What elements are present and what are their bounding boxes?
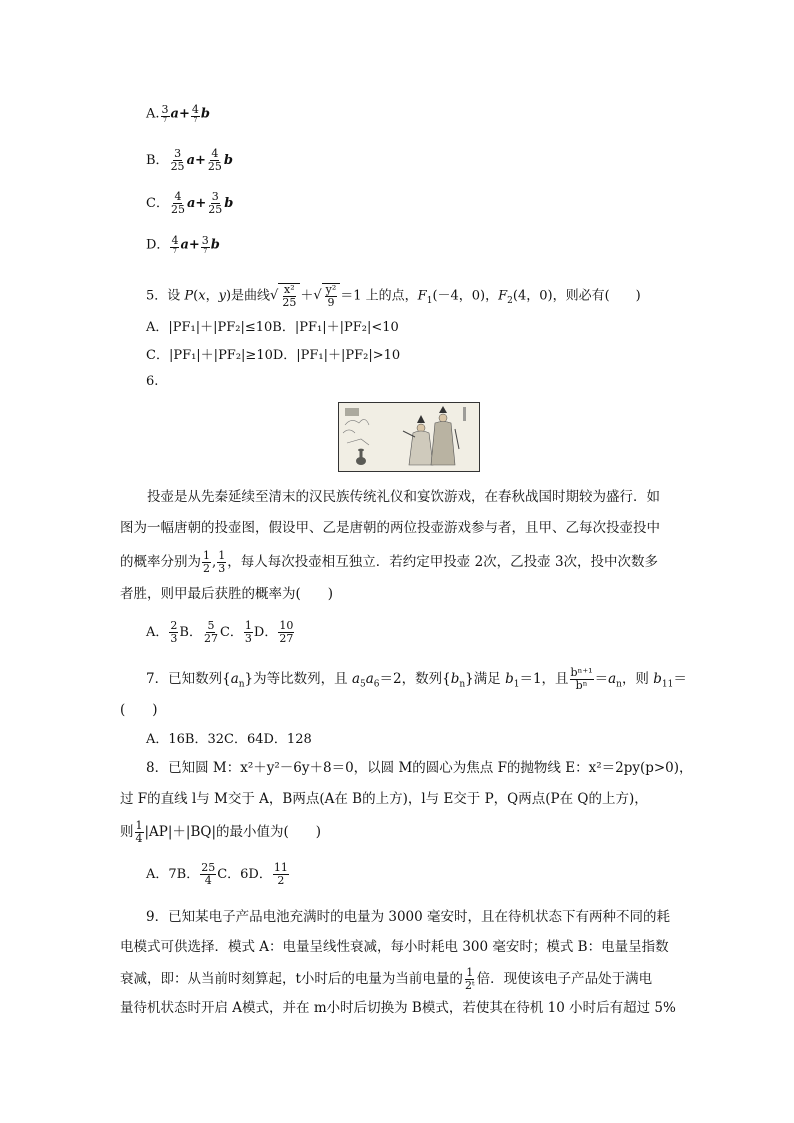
q8-options: A．7B． $\frac{25}{4}$ C．6D． $\frac{11}{2}$	[146, 861, 288, 887]
q6-number: 6.	[146, 374, 159, 389]
q4-option-d: D． $\frac{4}{7}$ a+ $\frac{3}{7}$ b	[146, 234, 220, 255]
q7-options: A．16B．32C．64D．128	[146, 732, 312, 747]
q8-line-3: 则 $\frac{1}{4}$ |AP|＋|BQ|的最小值为( )	[120, 819, 322, 845]
q9-line-3: 衰减，即：从当前时刻算起，t小时后的电量为当前电量的 $\frac{1}{\text{2ᵗ}}$ 倍．现使该电子产品处于满电	[120, 966, 653, 992]
q9-line-1: 9．已知某电子产品电池充满时的电量为 3000 毫安时，且在待机状态下有两种不同的耗	[146, 909, 671, 925]
q8-line-2: 过 F的直线 l与 M交于 A，B两点(A在 B的上方)，l与 E交于 P，Q两点(P在 Q的上方)，	[120, 791, 648, 807]
q4-option-b: B． $\frac{3}{25}$ a+ $\frac{4}{25}$ b	[146, 147, 233, 173]
q7-stem: 7．已知数列$\{a_n\}$为等比数列，且 $a_5a_6=2$，数列$\{b_n\}$满足 $b_1=1$，且 $\frac{\text{bⁿ⁺¹}}{\text{bⁿ}}$ $=a_n$，则 $b_{11}=$	[146, 666, 687, 692]
q4-option-a: A. $\frac{3}{7}$ a+ $\frac{4}{7}$ b	[146, 103, 210, 124]
sqrt-symbol: √ $\frac{\text{x²}}{25}$	[270, 283, 300, 309]
q5-options-ab: A．|PF₁|＋|PF₂|≤10B．|PF₁|＋|PF₂|<10	[146, 320, 399, 335]
q6-paragraph-line-3: 的概率分别为 $\frac{1}{2}$ , $\frac{1}{3}$ ，每人每次投壶相互独立．若约定甲投壶 2次，乙投壶 3次，投中次数多	[120, 549, 659, 575]
q5-options-cd: C．|PF₁|＋|PF₂|≥10D．|PF₁|＋|PF₂|>10	[146, 348, 401, 363]
q8-line-1: 8．已知圆 M：x²＋y²－6y＋8＝0，以圆 M的圆心为焦点 F的抛物线 E：x²＝2py(p>0)，	[146, 760, 693, 776]
q9-line-4: 量待机状态时开启 A模式，并在 m小时后切换为 B模式，若使其在待机 10 小时后有超过 5%	[120, 1000, 676, 1016]
q6-paragraph-line-4: 者胜，则甲最后获胜的概率为( )	[120, 586, 334, 602]
q9-line-2: 电模式可供选择．模式 A：电量呈线性衰减，每小时耗电 300 毫安时；模式 B：电量呈指数	[120, 939, 669, 955]
q5-stem: 5．设 P(x，y)是曲线√ $\frac{\text{x²}}{25}$ ＋√ $\frac{\text{y²}}{9}$ ＝1 上的点，$F_1(-4$，0)，$F_2(4$，0)，则必有( )	[146, 283, 641, 309]
q6-options: A． $\frac{2}{3}$ B． $\frac{5}{27}$ C． $\frac{1}{3}$ D． $\frac{10}{27}$	[146, 619, 294, 645]
q4-option-c: C． $\frac{4}{25}$ a+ $\frac{3}{25}$ b	[146, 190, 234, 216]
q6-paragraph-line-1: 投壶是从先秦延续至清末的汉民族传统礼仪和宴饮游戏，在春秋战国时期较为盛行．如	[147, 489, 660, 505]
q6-paragraph-line-2: 图为一幅唐朝的投壶图，假设甲、乙是唐朝的两位投壶游戏参与者，且甲、乙每次投壶投中	[120, 520, 660, 536]
pitch-pot-painting	[338, 402, 480, 472]
q7-answer-paren: ( )	[120, 702, 158, 718]
